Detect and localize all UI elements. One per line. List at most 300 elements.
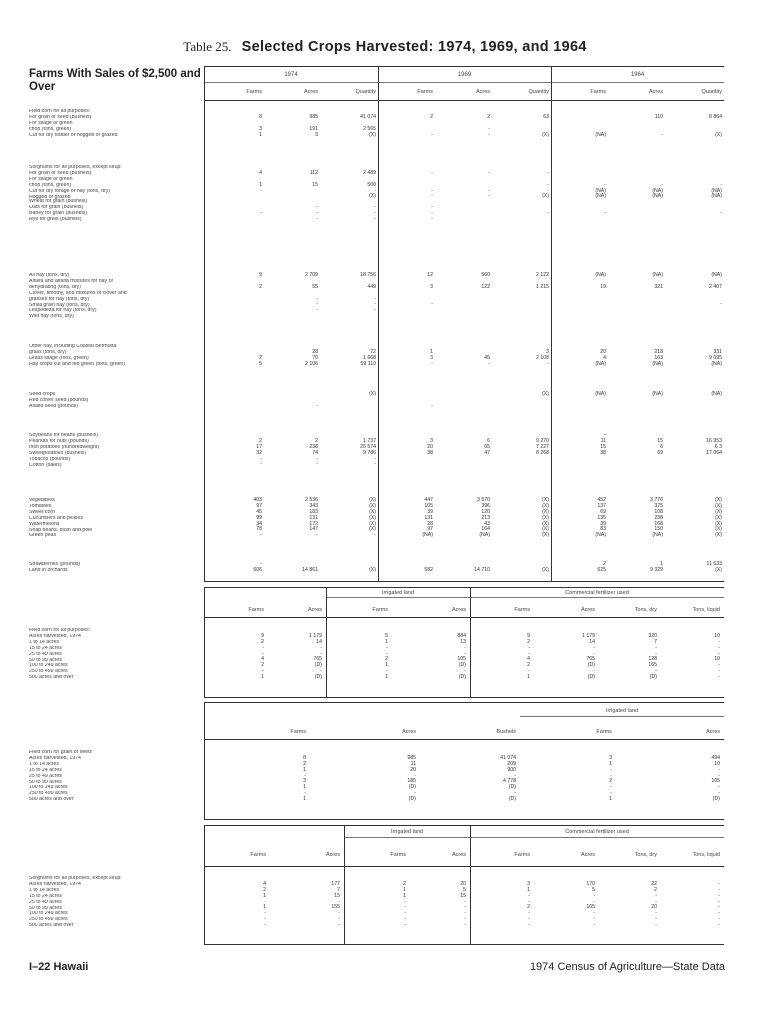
table-cell: -: [404, 922, 406, 929]
table-cell: (NA): [595, 187, 606, 194]
table-cell: [672, 217, 722, 223]
column-header: Acres: [325, 852, 340, 858]
row-group: [29, 750, 204, 803]
table-cell: -: [655, 910, 657, 917]
table-cell: [440, 404, 490, 410]
data-column: [440, 498, 490, 539]
column-header: Acres: [303, 89, 318, 95]
table-cell: -: [528, 644, 530, 651]
table-cell: (X): [369, 566, 376, 573]
table-cell: (NA): [711, 391, 722, 397]
table-cell: 11: [410, 760, 416, 767]
table-cell: -: [720, 301, 722, 308]
group-header: Commercial fertilizer used: [565, 590, 629, 596]
data-column: [672, 273, 722, 320]
table-cell: 6 3: [714, 443, 722, 450]
table-cell: 63: [543, 113, 549, 120]
table-cell: (X): [369, 520, 376, 527]
table-cell: (X): [542, 514, 549, 521]
table-cell: [672, 314, 722, 320]
table-cell: 147: [309, 526, 318, 533]
table-cell: 131: [424, 514, 433, 521]
row-label: 500 acres and over: [29, 923, 74, 929]
table-cell: 2: [609, 778, 612, 785]
table-cell: 452: [597, 497, 606, 503]
table-cell: 765: [313, 656, 322, 663]
table-cell: 1: [527, 886, 530, 893]
data-column: [672, 344, 722, 368]
column-header: Farms: [246, 89, 262, 95]
table-cell: -: [374, 295, 376, 302]
group-header: Irrigated land: [390, 829, 424, 835]
table-cell: 20: [427, 443, 433, 450]
column-header: Farms: [514, 852, 530, 858]
table-cell: 47: [484, 449, 490, 456]
table-cell: 10: [714, 760, 720, 767]
row-label: Grass silage (tons, green): [29, 355, 89, 361]
data-column: [326, 498, 376, 539]
column-header: Bushels: [496, 729, 516, 735]
row-label: Other hay, including Coastal Bermuda: [29, 344, 117, 349]
table-cell: 1: [263, 892, 266, 899]
row-label: 25 to 49 acres: [29, 773, 62, 779]
table-cell: 320: [648, 632, 657, 639]
data-column: [383, 562, 433, 574]
table-cell: -: [264, 910, 266, 917]
table-cell: -: [720, 181, 722, 188]
table-cell: (X): [542, 532, 549, 539]
column-header: Farms: [372, 607, 388, 613]
data-column: [670, 750, 720, 803]
table-cell: -: [718, 638, 720, 645]
table-cell: 20: [410, 766, 416, 773]
table-cell: 5: [385, 632, 388, 639]
table-cell: (NA): [711, 193, 722, 200]
table-cell: (NA): [595, 360, 606, 367]
table-cell: -: [655, 892, 657, 899]
row-label: Alfalfa seed (pounds): [29, 403, 79, 409]
row-label: For grain or seed (bushels): [29, 114, 92, 120]
table-cell: [613, 314, 663, 320]
table-cell: [440, 314, 490, 320]
column-header: Farms: [514, 607, 530, 613]
table-cell: 13: [460, 638, 466, 645]
table-cell: -: [260, 455, 262, 462]
row-label: Clover, timothy, and mixtures of clover and: [29, 290, 127, 296]
table-cell: -: [431, 203, 433, 210]
table-cell: 41 074: [360, 113, 376, 120]
table-cell: -: [718, 898, 720, 905]
data-column: [499, 392, 549, 410]
group-header: Irrigated land: [381, 590, 415, 596]
row-label: Vegetables: [29, 498, 55, 503]
data-column: [268, 199, 318, 223]
table-cell: -: [386, 650, 388, 657]
row-label: Strawberries (pounds): [29, 562, 81, 567]
table-cell: -: [464, 650, 466, 657]
table-cell: -: [431, 215, 433, 222]
table-cell: 238: [654, 514, 663, 521]
table-cell: -: [610, 772, 612, 779]
data-column: [326, 165, 376, 200]
table-cell: 5: [259, 360, 262, 367]
table-cell: -: [414, 772, 416, 779]
row-label: 100 to 249 acres: [29, 785, 68, 791]
table-cell: (X): [715, 131, 722, 138]
table-cell: -: [488, 193, 490, 200]
table-cell: 99: [256, 514, 262, 521]
table-cell: [499, 462, 549, 468]
table-cell: -: [304, 772, 306, 779]
data-column: [383, 392, 433, 410]
table-cell: 2: [263, 886, 266, 893]
row-label: Hay crops cut and fed green (tons, green): [29, 361, 126, 367]
table-cell: 1: [385, 638, 388, 645]
table-cell: 5: [463, 886, 466, 893]
table-cell: [326, 404, 376, 410]
table-cell: 4: [263, 880, 266, 887]
data-column: [499, 433, 549, 468]
table-cell: 2: [261, 638, 264, 645]
table-cell: -: [431, 360, 433, 367]
data-column: [326, 199, 376, 223]
row-label: Hogged or grazed: [29, 194, 71, 200]
table-cell: 131: [309, 514, 318, 521]
table-cell: 2 407: [709, 283, 722, 290]
table-cell: (X): [715, 508, 722, 515]
row-group: [29, 433, 204, 468]
table-cell: -: [655, 644, 657, 651]
table-cell: 1: [527, 674, 530, 681]
data-column: [480, 876, 530, 929]
table-cell: [268, 314, 318, 320]
table-cell: -: [431, 169, 433, 176]
table-cell: (D): [649, 674, 657, 681]
table-cell: -: [431, 193, 433, 200]
data-column: [272, 628, 322, 681]
table-cell: 2: [261, 662, 264, 669]
data-column: [499, 562, 549, 574]
data-column: [499, 498, 549, 539]
table-cell: 14 861: [302, 566, 318, 573]
data-column: [338, 628, 388, 681]
table-cell: (D): [314, 674, 322, 681]
table-cell: -: [386, 668, 388, 675]
data-column: [556, 344, 606, 368]
table-cell: 1: [385, 662, 388, 669]
table-cell: 9 786: [363, 449, 376, 456]
table-cell: 2: [315, 437, 318, 444]
row-label: 50 to 99 acres: [29, 779, 62, 785]
row-label: For grain or seed (bushels): [29, 170, 92, 176]
row-label: chop (tons, green): [29, 182, 72, 188]
table-cell: -: [718, 904, 720, 911]
table-cell: -: [431, 301, 433, 308]
column-header: Tons, dry: [634, 607, 657, 613]
table-cell: (X): [369, 514, 376, 521]
column-header: Farms: [596, 729, 612, 735]
table-cell: 1: [609, 796, 612, 803]
table-cell: -: [262, 644, 264, 651]
column-header: Farms: [417, 89, 433, 95]
table-cell: -: [304, 790, 306, 797]
table-cell: -: [718, 886, 720, 893]
table-cell: (X): [542, 193, 549, 200]
table-cell: 3 776: [650, 497, 663, 503]
row-label: Rye for grain (bushels): [29, 216, 82, 222]
row-label: All hay (tons, dry): [29, 273, 70, 278]
row-label: Green peas: [29, 533, 57, 539]
table-cell: 7: [337, 886, 340, 893]
row-label: chop (tons, green): [29, 126, 72, 132]
table-cell: 2: [527, 904, 530, 911]
row-label: Cut for dry forage or hay (tons, dry): [29, 188, 111, 194]
table-cell: -: [404, 904, 406, 911]
table-cell: 1: [259, 181, 262, 188]
table-cell: 1: [303, 796, 306, 803]
table-cell: 15: [657, 437, 663, 444]
data-column: [613, 109, 663, 138]
row-label: Sorghums for all purposes, except sirup:: [29, 876, 122, 881]
data-column: [613, 199, 663, 223]
table-cell: -: [718, 910, 720, 917]
table-cell: -: [655, 668, 657, 675]
table-cell: -: [488, 125, 490, 132]
table-cell: 38: [600, 449, 606, 456]
row-label: 500 acres and over: [29, 675, 74, 681]
table-cell: -: [464, 898, 466, 905]
data-column: [672, 498, 722, 539]
column-header: Farms: [590, 89, 606, 95]
data-column: [613, 562, 663, 574]
table-cell: 70: [312, 354, 318, 361]
table-cell: -: [264, 916, 266, 923]
table-cell: 2: [403, 880, 406, 887]
data-column: [216, 876, 266, 929]
row-label: Sweetpotatoes (bushels): [29, 450, 87, 456]
table-cell: (X): [542, 526, 549, 533]
row-label: 15 to 24 acres: [29, 893, 62, 899]
table-cell: 238: [309, 443, 318, 450]
table-cell: -: [316, 307, 318, 314]
table-cell: 4: [527, 656, 530, 663]
table-cell: 97: [256, 502, 262, 509]
table-cell: 209: [507, 760, 516, 767]
table-cell: 14: [589, 638, 595, 645]
table-cell: -: [316, 301, 318, 308]
data-column: [212, 433, 262, 468]
table-cell: 2: [654, 886, 657, 893]
table-cell: [212, 217, 262, 223]
table-cell: -: [718, 668, 720, 675]
table-cell: [326, 314, 376, 320]
table-cell: -: [604, 432, 606, 438]
table-cell: 218: [654, 348, 663, 355]
table-cell: 39: [600, 520, 606, 527]
data-column: [214, 628, 264, 681]
row-label: 100 to 249 acres: [29, 911, 68, 917]
table-cell: -: [528, 668, 530, 675]
table-cell: (X): [542, 508, 549, 515]
table-cell: (NA): [652, 360, 663, 367]
row-label: Acres harvested, 1974: [29, 633, 81, 639]
table-cell: (X): [369, 193, 376, 200]
table-cell: -: [528, 916, 530, 923]
group-header: Irrigated land: [605, 708, 639, 714]
table-cell: 170: [586, 880, 595, 887]
table-cell: -: [593, 910, 595, 917]
data-column: [440, 165, 490, 200]
table-cell: -: [528, 892, 530, 899]
table-cell: 105: [457, 656, 466, 663]
table-cell: 321: [654, 283, 663, 290]
table-cell: [613, 404, 663, 410]
table-cell: 164: [481, 526, 490, 533]
table-cell: 83: [600, 526, 606, 533]
table-cell: -: [316, 203, 318, 210]
table-cell: [499, 404, 549, 410]
row-label: Irish potatoes (hundredweight): [29, 444, 100, 450]
table-cell: 213: [481, 514, 490, 521]
data-column: [212, 392, 262, 410]
table-cell: (D): [314, 662, 322, 669]
table-cell: (D): [508, 796, 516, 803]
stub-heading: Farms With Sales of $2,500 and Over: [29, 68, 201, 93]
table-cell: (X): [369, 526, 376, 533]
data-column: [556, 392, 606, 410]
row-label: 25 to 49 acres: [29, 651, 62, 657]
data-column: [326, 562, 376, 574]
row-label: 15 to 24 acres: [29, 645, 62, 651]
table-cell: [383, 314, 433, 320]
table-cell: -: [593, 898, 595, 905]
column-header: Acres: [580, 607, 595, 613]
row-group: [29, 165, 204, 200]
table-cell: -: [604, 209, 606, 216]
column-header: Farms: [390, 852, 406, 858]
table-cell: (NA): [422, 532, 433, 539]
table-cell: (NA): [479, 532, 490, 539]
table-cell: 15: [334, 892, 340, 899]
table-cell: 985: [309, 113, 318, 120]
table-cell: -: [262, 668, 264, 675]
table-cell: 14: [316, 638, 322, 645]
table-cell: 2: [259, 437, 262, 444]
table-cell: (X): [369, 508, 376, 515]
table-cell: -: [374, 532, 376, 539]
data-column: [268, 433, 318, 468]
table-cell: 3: [259, 125, 262, 132]
table-cell: -: [610, 766, 612, 773]
row-group: [29, 109, 204, 139]
table-cell: 4: [603, 354, 606, 361]
table-cell: 3: [303, 778, 306, 785]
table-cell: 9 095: [709, 354, 722, 361]
table-cell: 7 227: [536, 443, 549, 450]
table-cell: 112: [309, 169, 318, 176]
table-cell: 120: [481, 508, 490, 515]
table-cell: -: [528, 922, 530, 929]
table-cell: (X): [715, 502, 722, 509]
table-cell: 28: [427, 520, 433, 527]
table-cell: 3: [430, 437, 433, 444]
table-cell: 78: [256, 526, 262, 533]
data-column: [545, 628, 595, 681]
table-cell: -: [374, 215, 376, 222]
table-cell: -: [464, 916, 466, 923]
table-cell: -: [655, 650, 657, 657]
table-cell: -: [547, 169, 549, 176]
data-column: [556, 273, 606, 320]
table-cell: [556, 462, 606, 468]
data-column: [556, 562, 606, 574]
table-cell: -: [320, 650, 322, 657]
table-cell: 900: [507, 766, 516, 773]
table-cell: (NA): [652, 532, 663, 539]
table-cell: (X): [542, 131, 549, 138]
data-column: [670, 876, 720, 929]
data-column: [672, 562, 722, 574]
data-column: [672, 392, 722, 410]
column-header: Acres: [705, 729, 720, 735]
data-column: [480, 628, 530, 681]
data-column: [326, 273, 376, 320]
table-cell: -: [260, 532, 262, 539]
row-label: Tobacco (pounds): [29, 456, 71, 462]
row-label: Tomatoes: [29, 503, 52, 509]
table-cell: 582: [424, 566, 433, 573]
table-cell: -: [528, 650, 530, 657]
table-cell: 2 106: [305, 360, 318, 367]
table-cell: (X): [715, 497, 722, 503]
table-cell: (D): [408, 784, 416, 791]
table-cell: (D): [587, 674, 595, 681]
footer-page-id: I–22 Hawaii: [29, 961, 89, 973]
table-cell: 5: [592, 886, 595, 893]
table-cell: 9: [527, 632, 530, 639]
table-cell: (NA): [711, 187, 722, 194]
row-group: [29, 876, 204, 929]
column-header: Quantity: [528, 89, 549, 95]
table-cell: -: [718, 880, 720, 887]
table-cell: (D): [587, 662, 595, 669]
row-label: For silage or green: [29, 176, 73, 182]
table-cell: 396: [481, 502, 490, 509]
table-cell: 15: [312, 181, 318, 188]
table-cell: -: [431, 209, 433, 216]
table-cell: -: [316, 532, 318, 539]
table-cell: 2: [527, 662, 530, 669]
table-cell: 3: [430, 354, 433, 361]
table-cell: -: [464, 644, 466, 651]
data-column: [326, 433, 376, 468]
table-cell: -: [464, 904, 466, 911]
row-label: Wheat for grain (bushels): [29, 199, 88, 204]
table-cell: 1 215: [536, 283, 549, 290]
table-cell: (X): [715, 566, 722, 573]
table-cell: 165: [648, 662, 657, 669]
footer-source: 1974 Census of Agriculture—State Data: [529, 961, 725, 973]
table-cell: -: [316, 215, 318, 222]
table-cell: -: [374, 209, 376, 216]
row-label: Acres harvested, 1974: [29, 755, 81, 761]
table-cell: -: [338, 910, 340, 917]
table-cell: -: [718, 922, 720, 929]
data-column: [466, 750, 516, 803]
table-cell: -: [260, 187, 262, 194]
table-cell: (NA): [595, 193, 606, 200]
table-cell: 10: [714, 632, 720, 639]
